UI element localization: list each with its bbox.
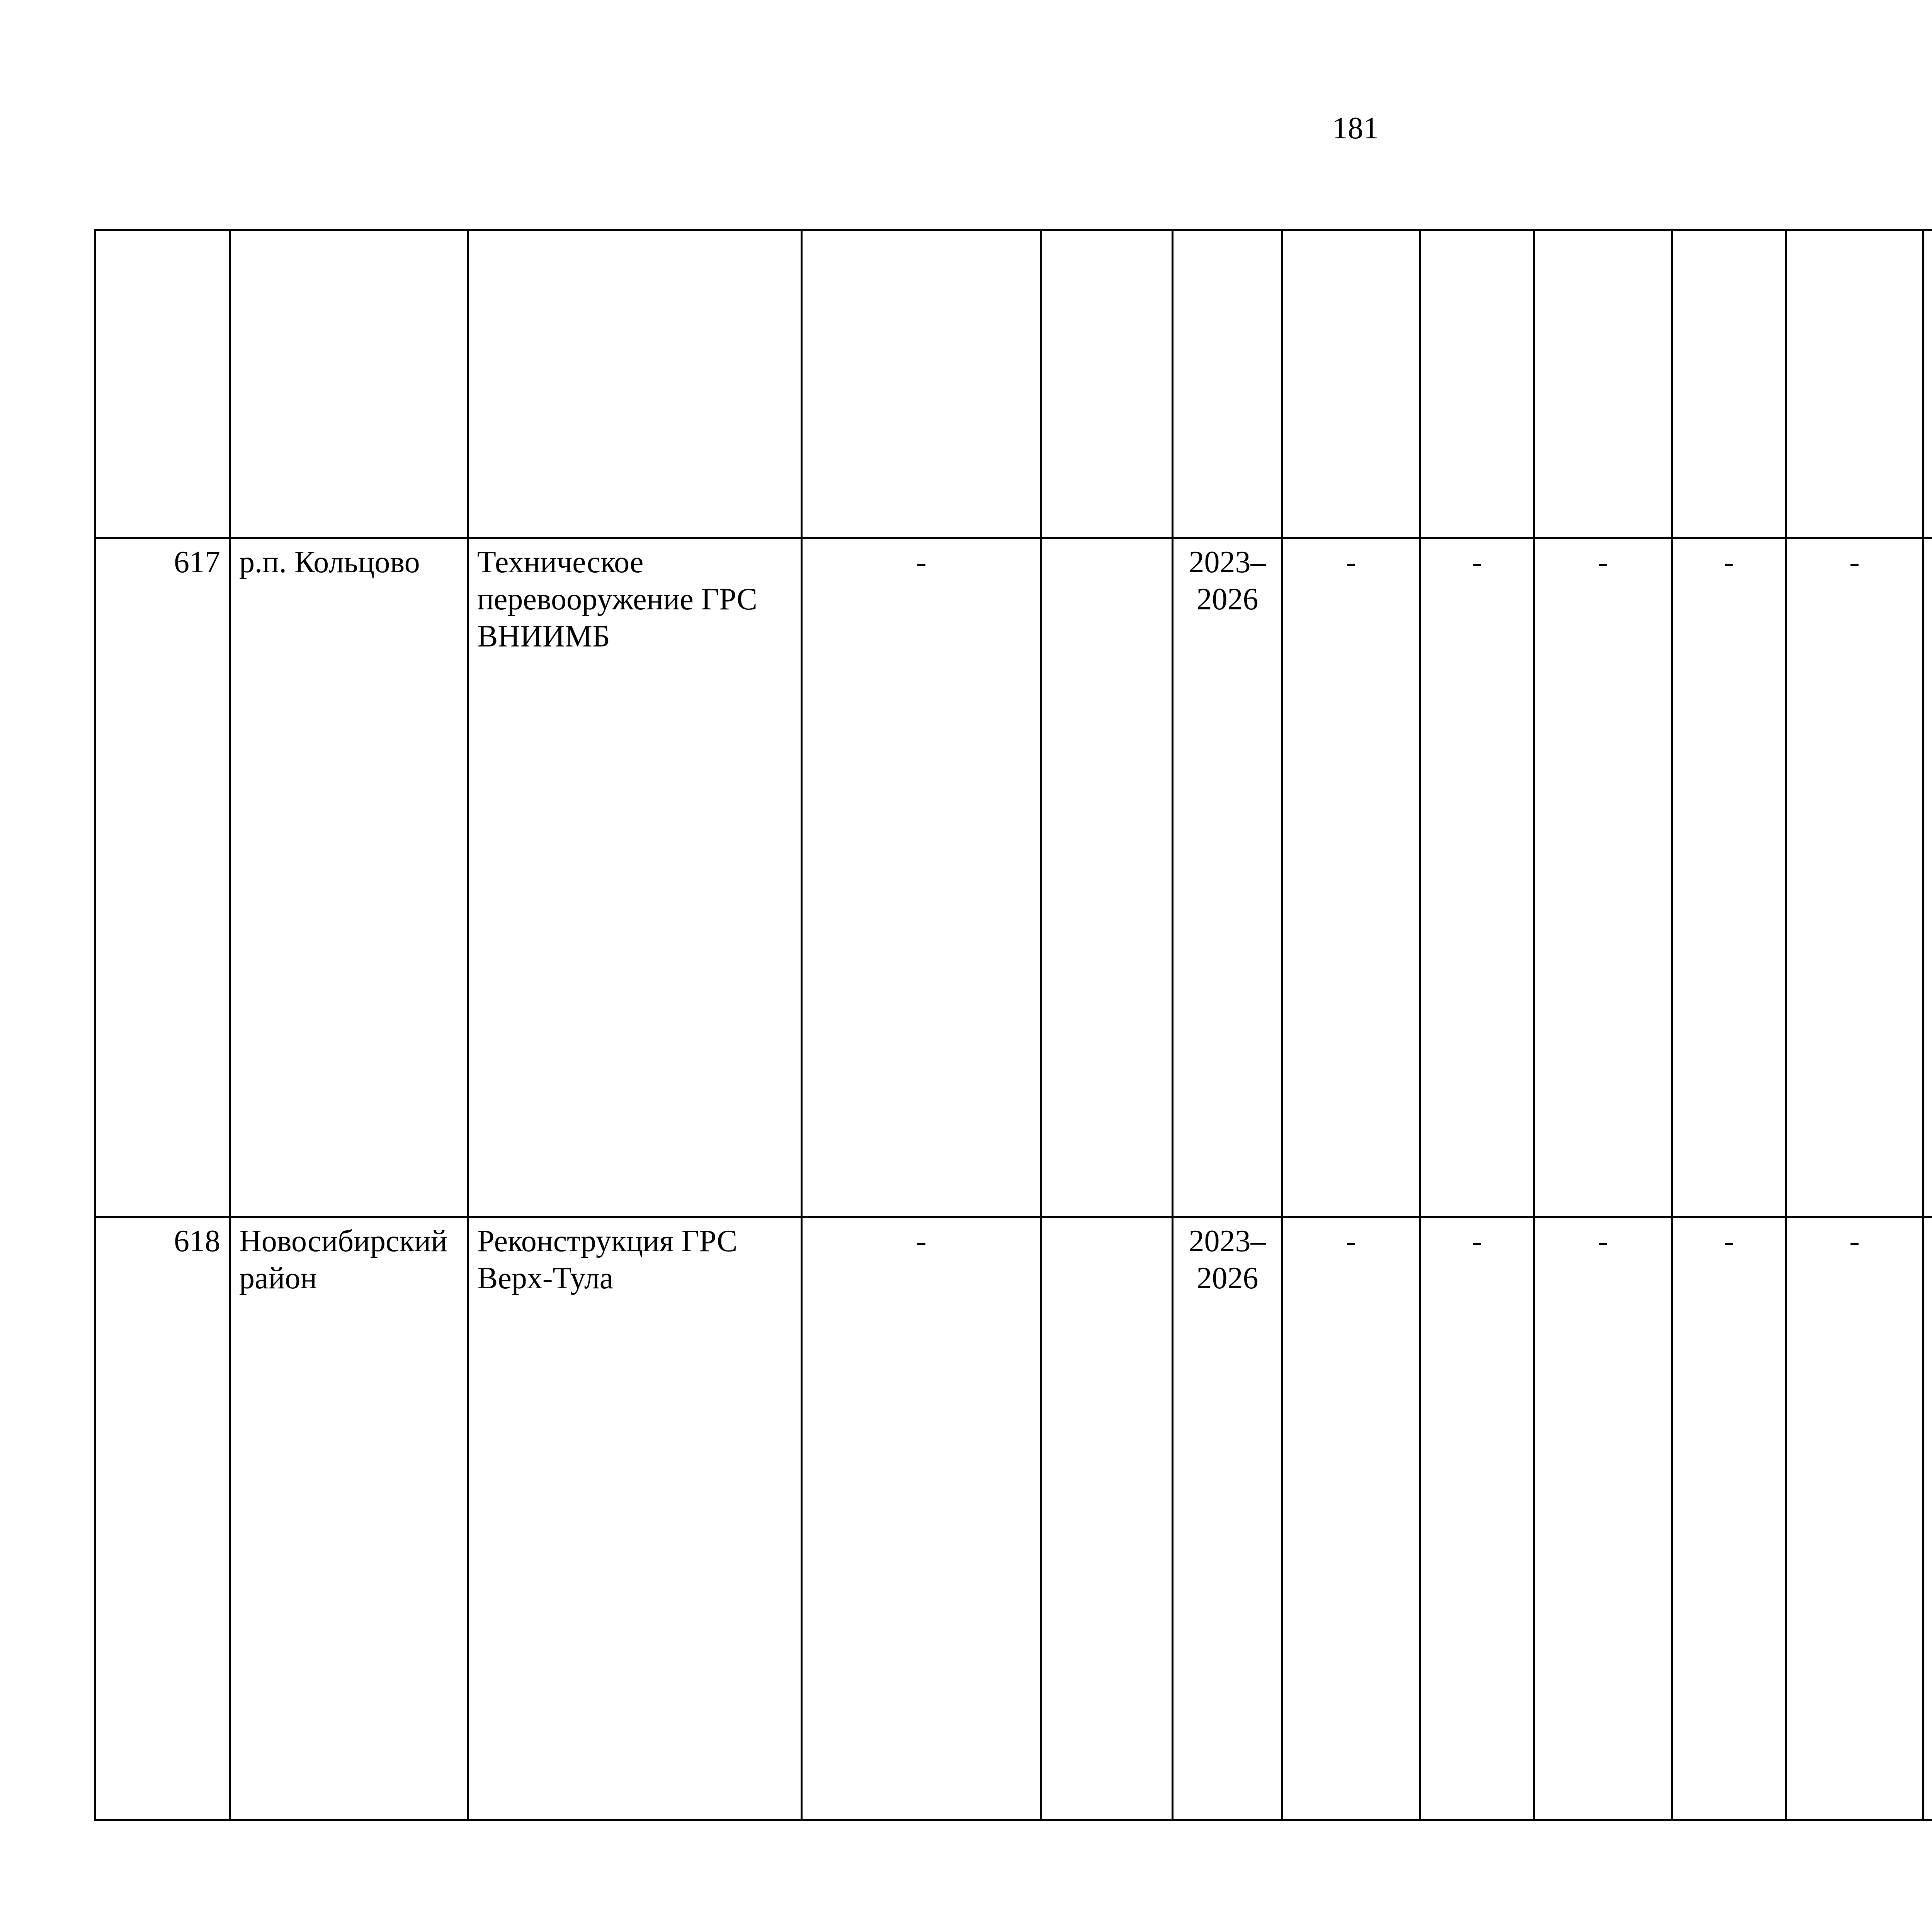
cell-col-4: -: [802, 1217, 1041, 1820]
table-row: [95, 230, 1932, 538]
cell-col-8: -: [1420, 538, 1534, 1217]
cell-col-5: [1041, 538, 1173, 1217]
table-row: [95, 538, 1932, 1217]
page-number: 181: [1332, 111, 1379, 145]
cell-settlement: р.п. Кольцово: [230, 538, 468, 1217]
cell-col-4: [802, 230, 1041, 538]
cell-col-8: [1420, 230, 1534, 538]
cell-col-7: -: [1282, 538, 1420, 1217]
cell-col-11: -: [1786, 1217, 1923, 1820]
cell-col-7: -: [1282, 1217, 1420, 1820]
cell-col-10: -: [1672, 538, 1786, 1217]
cell-organization: [1923, 1217, 1932, 1820]
cell-col-9: -: [1534, 1217, 1672, 1820]
cell-col-7: [1282, 230, 1420, 538]
cell-col-8: -: [1420, 1217, 1534, 1820]
cell-row-number: 618: [95, 1217, 230, 1820]
cell-object-name: [468, 230, 802, 538]
cell-col-9: [1534, 230, 1672, 538]
data-table: [94, 229, 1932, 1821]
cell-object-name: Реконструкция ГРС Верх-Тула: [468, 1217, 802, 1820]
cell-row-number: [95, 230, 230, 538]
cell-organization: [1923, 230, 1932, 538]
cell-col-5: [1041, 230, 1173, 538]
cell-period: 2023– 2026: [1173, 538, 1282, 1217]
cell-object-name: Техническое перевооружение ГРС ВНИИМБ: [468, 538, 802, 1217]
cell-col-11: -: [1786, 538, 1923, 1217]
cell-col-10: [1672, 230, 1786, 538]
cell-organization: [1923, 538, 1932, 1217]
cell-period: 2023– 2026: [1173, 1217, 1282, 1820]
cell-col-4: -: [802, 538, 1041, 1217]
cell-settlement: [230, 230, 468, 538]
table-row: [95, 1217, 1932, 1820]
cell-col-9: -: [1534, 538, 1672, 1217]
cell-row-number: 617: [95, 538, 230, 1217]
cell-col-5: [1041, 1217, 1173, 1820]
cell-col-11: [1786, 230, 1923, 538]
cell-col-10: -: [1672, 1217, 1786, 1820]
cell-period: [1173, 230, 1282, 538]
cell-settlement: Новосибирский район: [230, 1217, 468, 1820]
